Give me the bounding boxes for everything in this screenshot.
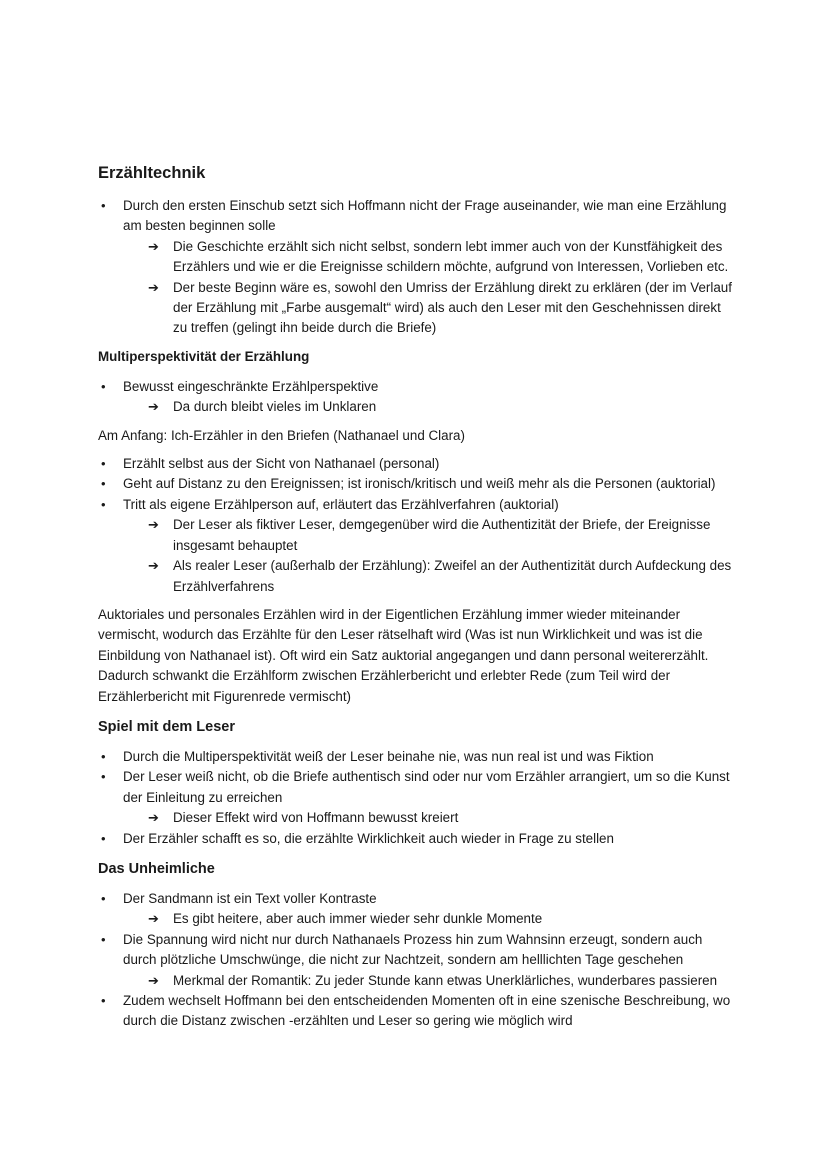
arrow-text: Die Geschichte erzählt sich nicht selbst, sondern lebt immer auch von der Kunstfähigkeit des Erzählers und wie er die Ereignisse schildern möchte, aufgrund von Interessen, Vorlieben etc. — [173, 238, 729, 275]
bullet-text: Geht auf Distanz zu den Ereignissen; ist ironisch/kritisch und weiß mehr als die Personen (auktorial) — [123, 476, 716, 492]
bullet-text: Durch die Multiperspektivität weiß der Leser beinahe nie, was nun real ist und was Fiktion — [123, 748, 654, 764]
bullet-item — [98, 991, 738, 1032]
bullet-item — [98, 377, 738, 418]
arrow-text: Der beste Beginn wäre es, sowohl den Umriss der Erzählung direkt zu erklären (der im Verlauf der Erzählung mit „Farbe ausgemalt“ wird) als auch den Leser mit den Geschehnissen direkt zu treffen (gelingt ihn beide durch die Briefe) — [173, 279, 732, 336]
bullet-list — [98, 454, 738, 597]
bullet-item — [98, 767, 738, 828]
bullet-list — [98, 377, 738, 418]
bullet-item — [98, 454, 738, 474]
arrow-item — [123, 237, 738, 278]
bullet-list — [98, 889, 738, 1032]
bullet-item — [98, 829, 738, 849]
bullet-text: Durch den ersten Einschub setzt sich Hoffmann nicht der Frage auseinander, wie man eine Erzählung am besten beginnen solle — [123, 198, 727, 234]
paragraph: Auktoriales und personales Erzählen wird in der Eigentlichen Erzählung immer wieder miteinander vermischt, wodurch das Erzählte für den Leser rätselhaft wird (Was ist nun Wirklichkeit und was ist die Einbildung von Nathanael ist). Oft wird ein Satz auktorial angegangen und dann personal weitererzählt. Dadurch schwankt die Erzählform zwischen Erzählerbericht und erlebter Rede (zum Teil wird der Erzählerbericht mit Figurenrede vermischt) — [98, 606, 709, 704]
heading-erzaehltechnik: Erzähltechnik — [98, 164, 206, 182]
bullet-item — [98, 495, 738, 597]
arrow-icon: ➔ — [148, 558, 159, 574]
arrow-icon: ➔ — [148, 911, 159, 927]
heading-das-unheimliche: Das Unheimliche — [98, 860, 215, 877]
arrow-item — [123, 971, 738, 991]
arrow-icon: ➔ — [148, 517, 159, 533]
arrow-icon: ➔ — [148, 972, 159, 988]
bullet-text: Bewusst eingeschränkte Erzählperspektive — [123, 378, 379, 394]
bullet-item — [98, 747, 738, 767]
bullet-text: Der Leser weiß nicht, ob die Briefe authentisch sind oder nur vom Erzähler arrangiert, um so die Kunst der Einleitung zu erreichen — [123, 769, 730, 805]
heading-multiperspektivitaet: Multiperspektivität der Erzählung — [98, 348, 310, 364]
arrow-text: Da durch bleibt vieles im Unklaren — [173, 399, 377, 415]
heading-spiel-mit-dem-leser: Spiel mit dem Leser — [98, 718, 235, 735]
bullet-list — [98, 747, 738, 849]
arrow-item — [123, 515, 738, 556]
bullet-item — [98, 474, 738, 494]
bullet-list — [98, 196, 738, 339]
bullet-item — [98, 196, 738, 339]
bullet-text: Zudem wechselt Hoffmann bei den entscheidenden Momenten oft in eine szenische Beschreibung, wo durch die Distanz zwischen -erzählten und Leser so gering wie möglich wird — [123, 993, 731, 1029]
bullet-text: Der Erzähler schafft es so, die erzählte Wirklichkeit auch wieder in Frage zu stellen — [123, 830, 614, 846]
bullet-text: Tritt als eigene Erzählperson auf, erläutert das Erzählverfahren (auktorial) — [123, 496, 559, 512]
arrow-icon: ➔ — [148, 279, 159, 295]
bullet-text: Der Sandmann ist ein Text voller Kontraste — [123, 890, 377, 906]
arrow-item — [123, 909, 738, 929]
paragraph: Am Anfang: Ich-Erzähler in den Briefen (Nathanael und Clara) — [98, 427, 465, 443]
arrow-icon: ➔ — [148, 810, 159, 826]
arrow-item — [123, 278, 738, 339]
arrow-text: Der Leser als fiktiver Leser, demgegenüber wird die Authentizität der Briefe, der Ereignisse insgesamt behauptet — [173, 517, 711, 553]
bullet-item — [98, 889, 738, 930]
arrow-item — [123, 808, 738, 828]
document-body — [98, 162, 738, 1040]
bullet-text: Erzählt selbst aus der Sicht von Nathanael (personal) — [123, 456, 440, 472]
arrow-icon: ➔ — [148, 238, 159, 254]
bullet-item — [98, 930, 738, 991]
arrow-text: Dieser Effekt wird von Hoffmann bewusst kreiert — [173, 810, 459, 826]
arrow-text: Es gibt heitere, aber auch immer wieder sehr dunkle Momente — [173, 911, 543, 927]
arrow-icon: ➔ — [148, 399, 159, 415]
arrow-text: Als realer Leser (außerhalb der Erzählung): Zweifel an der Authentizität durch Aufdeckung des Erzählverfahrens — [173, 558, 732, 594]
arrow-item — [123, 556, 738, 597]
arrow-item — [123, 397, 738, 417]
arrow-text: Merkmal der Romantik: Zu jeder Stunde kann etwas Unerklärliches, wunderbares passieren — [173, 972, 718, 988]
bullet-text: Die Spannung wird nicht nur durch Nathanaels Prozess hin zum Wahnsinn erzeugt, sondern auch durch plötzliche Umschwünge, die nicht zur Nachtzeit, sondern am helllichten Tage geschehen — [123, 931, 703, 968]
